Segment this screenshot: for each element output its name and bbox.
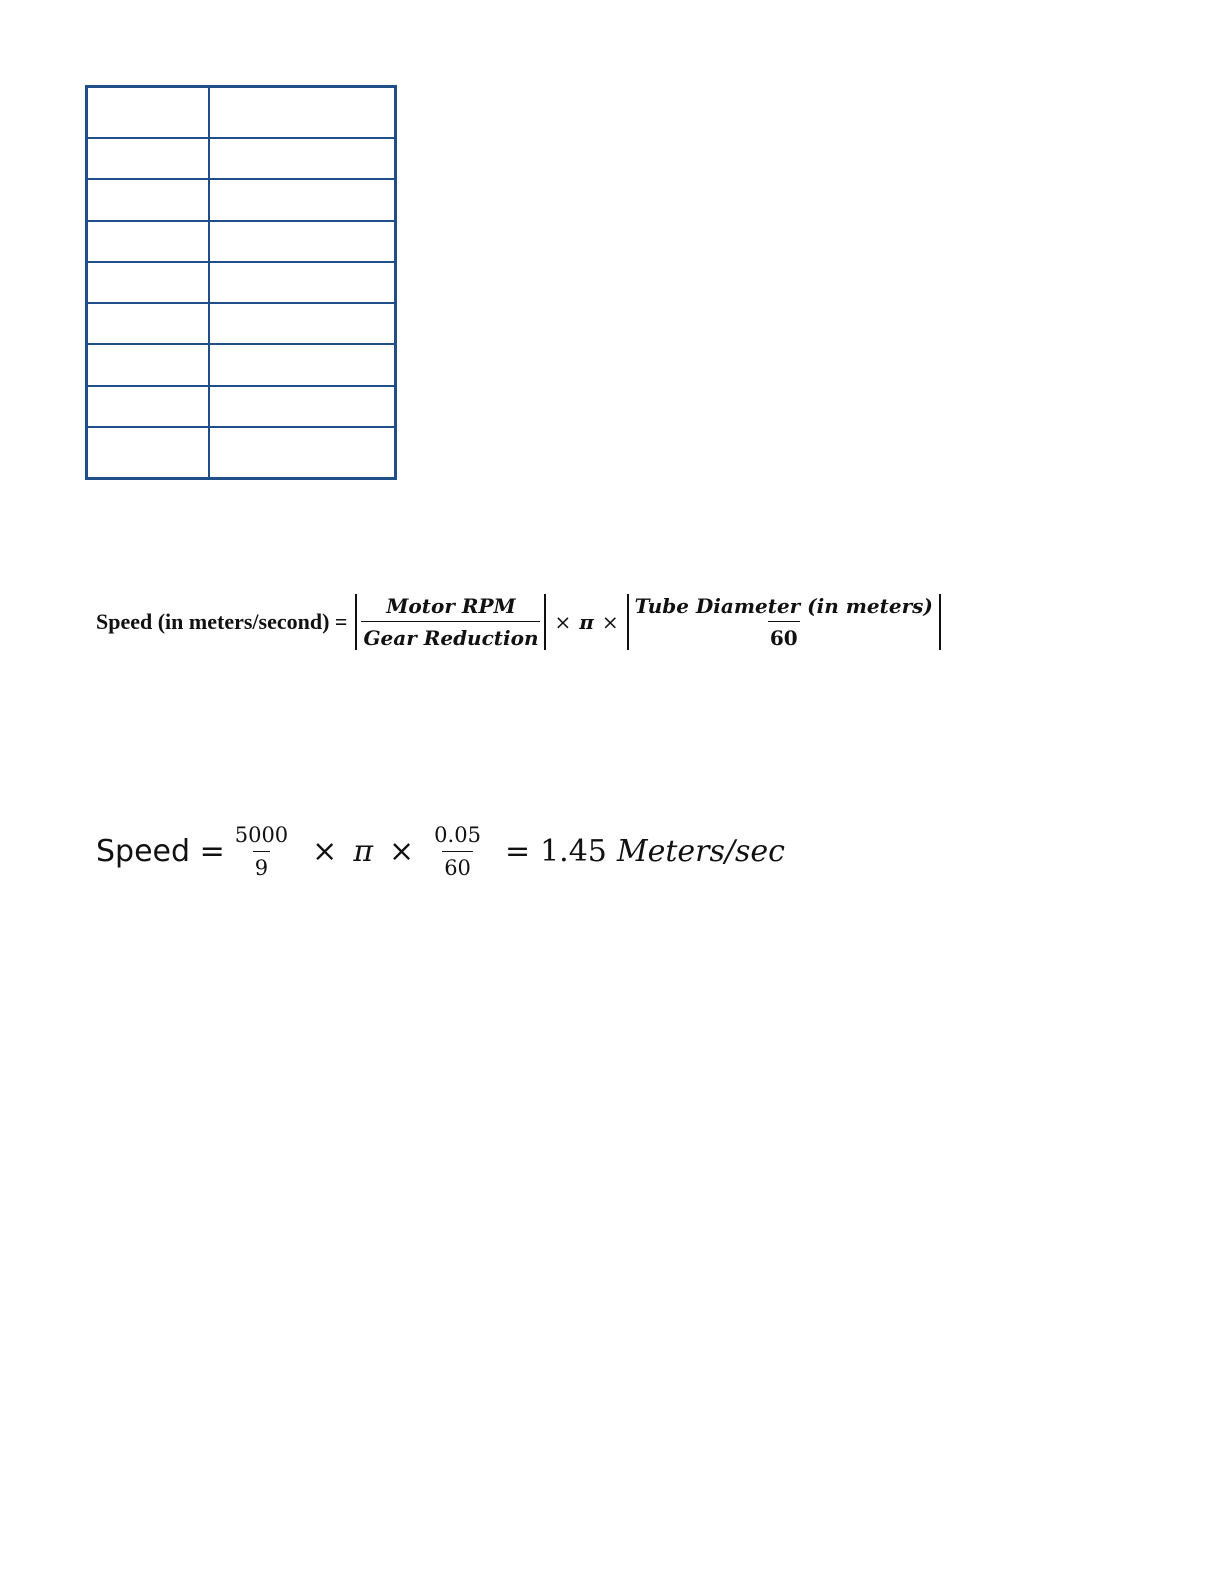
- table-row: [87, 87, 396, 139]
- result-value: 1.45: [540, 833, 607, 869]
- fraction-numerator: Motor RPM: [386, 594, 516, 618]
- result-unit: Meters/sec: [616, 833, 785, 869]
- speed-worked-example: [96, 815, 785, 887]
- example-fraction-2: [432, 823, 483, 880]
- table-cell: [209, 386, 396, 427]
- fraction-denominator: 60: [442, 851, 473, 880]
- fraction-numerator: 5000: [234, 822, 289, 847]
- table-row: [87, 262, 396, 303]
- table-cell: [209, 262, 396, 303]
- empty-data-table: [85, 85, 397, 480]
- fraction-denominator: Gear Reduction: [361, 621, 540, 650]
- pi-symbol: π: [353, 833, 374, 869]
- table-row: [87, 427, 396, 479]
- table-cell: [87, 179, 210, 220]
- example-fraction-1: [233, 823, 290, 880]
- right-bracket-group: [627, 594, 941, 650]
- table-row: [87, 386, 396, 427]
- table-cell: [87, 344, 210, 385]
- table-cell: [209, 221, 396, 262]
- table-cell: [209, 87, 396, 139]
- table-cell: [209, 427, 396, 479]
- pi-symbol: π: [579, 610, 594, 634]
- table-row: [87, 138, 396, 179]
- formula-label: Speed (in meters/second) =: [96, 609, 348, 634]
- diameter-over-sixty-fraction: [633, 594, 935, 650]
- table-row: [87, 344, 396, 385]
- table-cell: [209, 303, 396, 344]
- fraction-numerator: Tube Diameter (in meters): [634, 594, 933, 618]
- fraction-numerator: 0.05: [434, 822, 481, 847]
- table-row: [87, 179, 396, 220]
- table-cell: [87, 386, 210, 427]
- table-row: [87, 303, 396, 344]
- times-sign: ×: [312, 833, 338, 869]
- table-cell: [87, 221, 210, 262]
- example-label: Speed =: [96, 833, 225, 869]
- rpm-over-gear-fraction: [361, 594, 540, 650]
- table-cell: [87, 262, 210, 303]
- table-cell: [209, 344, 396, 385]
- equals-sign: =: [504, 833, 531, 869]
- table-cell: [209, 138, 396, 179]
- table-cell: [87, 87, 210, 139]
- times-sign: ×: [554, 610, 572, 634]
- table-cell: [87, 138, 210, 179]
- fraction-denominator: 9: [253, 851, 270, 880]
- table-row: [87, 221, 396, 262]
- left-bracket-group: [355, 594, 546, 650]
- table-cell: [87, 303, 210, 344]
- table-cell: [87, 427, 210, 479]
- times-sign: ×: [601, 610, 619, 634]
- table-cell: [209, 179, 396, 220]
- times-sign: ×: [389, 833, 415, 869]
- speed-general-formula: [96, 588, 941, 656]
- fraction-denominator: 60: [768, 621, 800, 650]
